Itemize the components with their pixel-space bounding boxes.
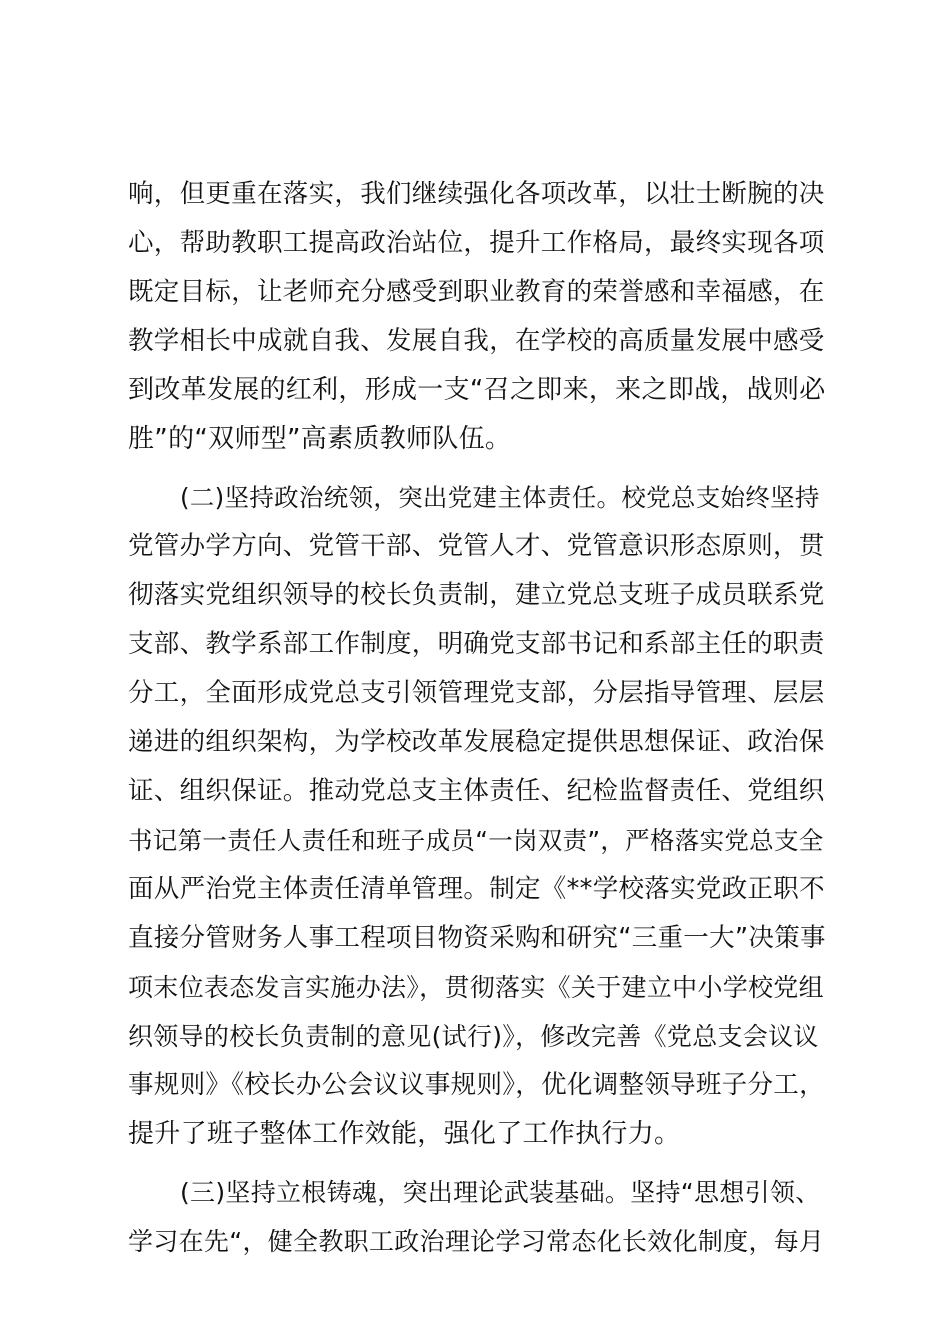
text-line: 事规则》《校长办公会议议事规则》，优化调整领导班子分工， xyxy=(128,1070,825,1100)
text-line: (三)坚持立根铸魂，突出理论武装基础。坚持“思想引领、 xyxy=(180,1178,821,1207)
text-line: 既定目标，让老师充分感受到职业教育的荣誉感和幸福感，在 xyxy=(128,277,825,307)
text-line: 分工，全面形成党总支引领管理党支部，分层指导管理、层层 xyxy=(128,678,825,708)
text-line: 证、组织保证。推动党总支主体责任、纪检监督责任、党组织 xyxy=(128,776,825,806)
text-line: 面从严治党主体责任清单管理。制定《**学校落实党政正职不 xyxy=(128,874,825,904)
document-body xyxy=(128,170,828,1266)
text-line: 书记第一责任人责任和班子成员“一岗双责”，严格落实党总支全 xyxy=(128,826,824,855)
text-line: 到改革发展的红利，形成一支“召之即来，来之即战，战则必 xyxy=(128,375,826,405)
text-line: (二)坚持政治统领，突出党建主体责任。校党总支始终坚持 xyxy=(180,483,820,512)
text-line: 党管办学方向、党管干部、党管人才、党管意识形态原则，贯 xyxy=(128,531,825,561)
paragraph-gap xyxy=(128,1159,828,1168)
text-line: 响，但更重在落实，我们继续强化各项改革，以壮士断腕的决 xyxy=(128,179,825,209)
text-line: 织领导的校长负责制的意见(试行)》，修改完善《党总支会议议 xyxy=(128,1022,819,1051)
paragraph xyxy=(128,1168,828,1266)
text-line: 递进的组织架构，为学校改革发展稳定提供思想保证、政治保 xyxy=(128,727,825,757)
text-line: 心，帮助教职工提高政治站位，提升工作格局，最终实现各项 xyxy=(128,228,825,258)
text-line: 彻落实党组织领导的校长负责制，建立党总支班子成员联系党 xyxy=(128,580,825,610)
text-line: 提升了班子整体工作效能，强化了工作执行力。 xyxy=(128,1119,681,1149)
paragraph-gap xyxy=(128,464,828,473)
text-line: 胜”的“双师型”高素质教师队伍。 xyxy=(128,424,512,454)
paragraph xyxy=(128,170,828,464)
text-line: 项末位表态发言实施办法》，贯彻落实《关于建立中小学校党组 xyxy=(128,973,824,1002)
paragraph xyxy=(128,473,828,1159)
text-line: 直接分管财务人事工程项目物资采购和研究“三重一大”决策事 xyxy=(128,923,826,953)
text-line: 支部、教学系部工作制度，明确党支部书记和系部主任的职责 xyxy=(128,629,825,659)
text-line: 教学相长中成就自我、发展自我，在学校的高质量发展中感受 xyxy=(128,326,825,356)
text-line: 学习在先“，健全教职工政治理论学习常态化长效化制度，每月 xyxy=(128,1227,825,1256)
